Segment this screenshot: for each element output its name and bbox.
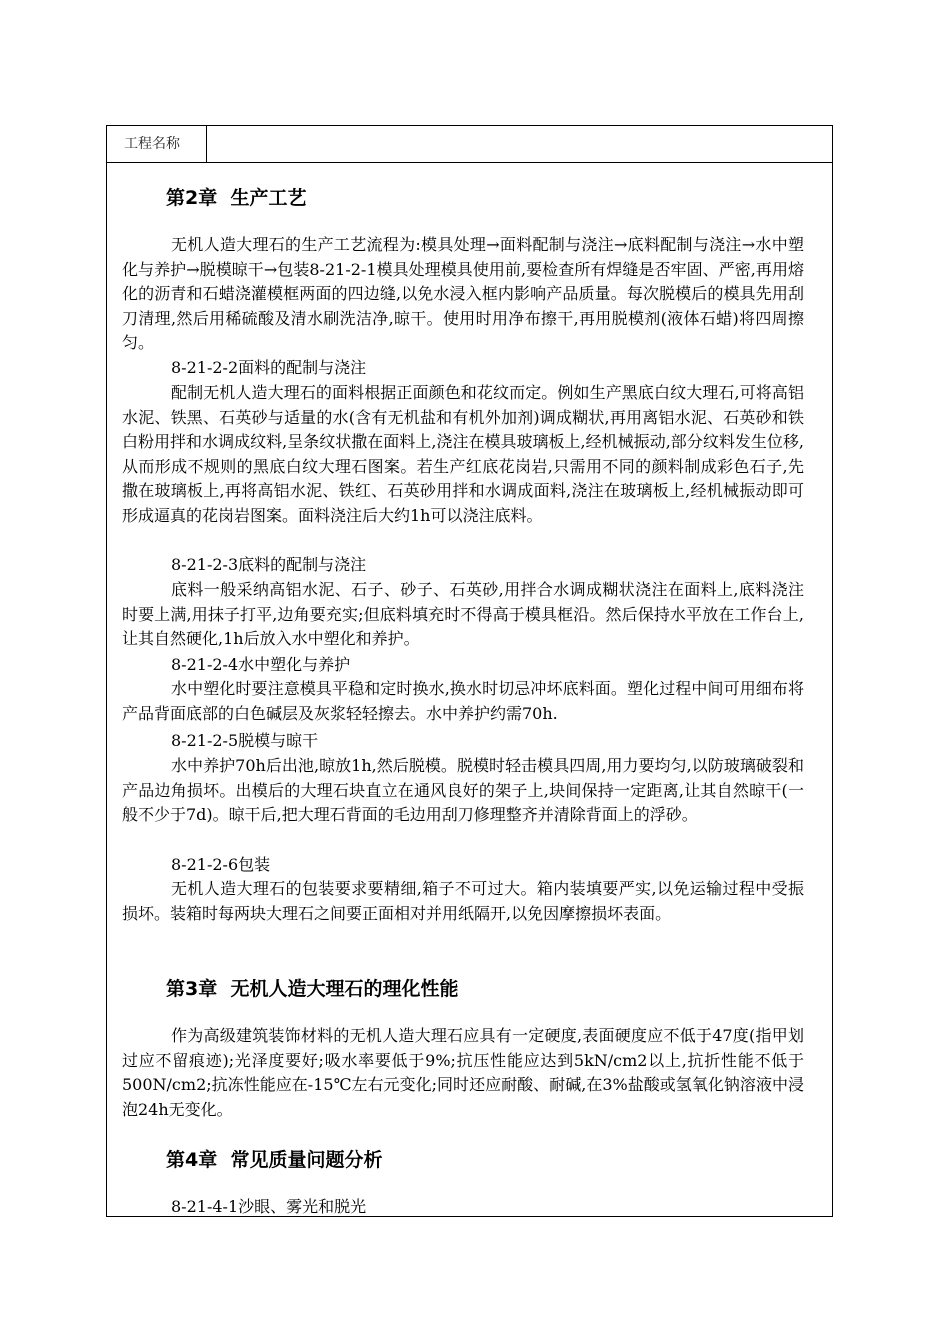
section-2-3-title: 8-21-2-3底料的配制与浇注	[171, 555, 367, 574]
section-4-1-title: 8-21-4-1沙眼、雾光和脱光	[171, 1197, 367, 1216]
chapter-2-intro: 无机人造大理石的生产工艺流程为:模具处理→面料配制与浇注→底料配制与浇注→水中塑化与养护→脱模晾干→包装8-21-2-1模具处理模具使用前,要检查所有焊缝是否牢固、严密,再用熔化的沥青和石蜡浇灌模框两面的四边缝,以免水浸入框内影响产品质量。每次脱模后的模具先用刮刀清理,然后用稀硫酸及清水刷洗洁净,晾干。使用时用净布擦干,再用脱模剂(液体石蜡)将四周擦匀。	[122, 235, 804, 353]
chapter-2-title: 第2章 生产工艺	[166, 187, 307, 209]
project-name-value	[207, 126, 832, 162]
section-2-5-text: 水中养护70h后出池,晾放1h,然后脱模。脱模时轻击模具四周,用力要均匀,以防玻璃破裂和产品边角损坏。出模后的大理石块直立在通风良好的架子上,块间保持一定距离,让其自然晾干(一般不少于7d)。晾干后,把大理石背面的毛边用刮刀修理整齐并清除背面上的浮砂。	[122, 756, 804, 825]
section-2-4-title: 8-21-2-4水中塑化与养护	[171, 655, 351, 674]
project-name-label: 工程名称	[107, 126, 207, 162]
section-2-2-text: 配制无机人造大理石的面料根据正面颜色和花纹而定。例如生产黑底白纹大理石,可将高铝水泥、铁黑、石英砂与适量的水(含有无机盐和有机外加剂)调成糊状,再用离铝水泥、石英砂和铁白粉用拌和水调成纹料,呈条纹状撒在面料上,浇注在模具玻璃板上,经机械振动,部分纹料发生位移,从而形成不规则的黑底白纹大理石图案。若生产红底花岗岩,只需用不同的颜料制成彩色石子,先撒在玻璃板上,再将高铝水泥、铁红、石英砂用拌和水调成面料,浇注在玻璃板上,经机械振动即可形成逼真的花岗岩图案。面料浇注后大约1h可以浇注底料。	[122, 383, 804, 525]
section-2-4-text: 水中塑化时要注意模具平稳和定时换水,换水时切忌冲坏底料面。塑化过程中间可用细布将产品背面底部的白色碱层及灰浆轻轻擦去。水中养护约需70h.	[122, 679, 804, 723]
chapter-3-title: 第3章 无机人造大理石的理化性能	[166, 978, 459, 1000]
document-body	[107, 163, 832, 1216]
chapter-4-title: 第4章 常见质量问题分析	[166, 1149, 383, 1171]
header-row	[107, 126, 832, 163]
section-2-3-text: 底料一般采纳高铝水泥、石子、砂子、石英砂,用拌合水调成糊状浇注在面料上,底料浇注时要上满,用抹子打平,边角要充实;但底料填充时不得高于模具框沿。然后保持水平放在工作台上,让其自然硬化,1h后放入水中塑化和养护。	[122, 580, 804, 649]
document-table	[106, 125, 833, 1217]
section-2-2-title: 8-21-2-2面料的配制与浇注	[171, 358, 367, 377]
section-2-5-title: 8-21-2-5脱模与晾干	[171, 731, 319, 750]
section-2-6-title: 8-21-2-6包装	[171, 855, 271, 874]
chapter-3-text: 作为高级建筑装饰材料的无机人造大理石应具有一定硬度,表面硬度应不低于47度(指甲划过应不留痕迹);光泽度要好;吸水率要低于9%;抗压性能应达到5kN/cm2以上,抗折性能不低于500N/cm2;抗冻性能应在-15℃左右元变化;同时还应耐酸、耐碱,在3%盐酸或氢氧化钠溶液中浸泡24h无变化。	[122, 1026, 804, 1119]
section-2-6-text: 无机人造大理石的包装要求要精细,箱子不可过大。箱内装填要严实,以免运输过程中受振损坏。装箱时每两块大理石之间要正面相对并用纸隔开,以免因摩擦损坏表面。	[122, 879, 804, 923]
